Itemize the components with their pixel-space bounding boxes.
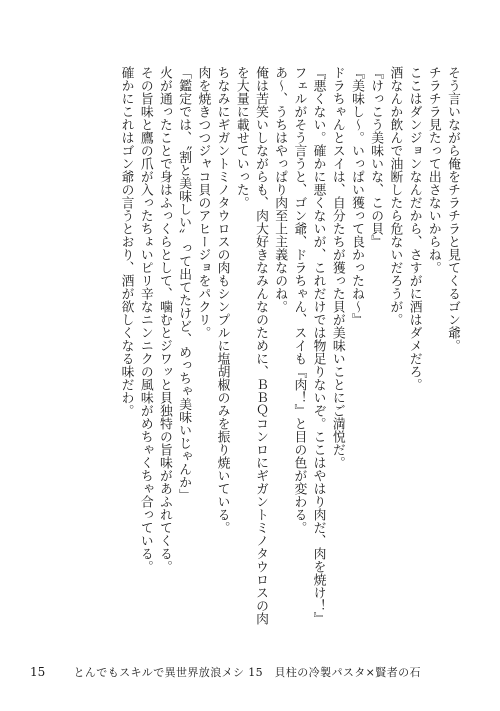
text-line: チラチラ見たって出さないからね。 xyxy=(425,66,441,274)
text-line: ちなみにギガントミノタウロスの肉もシンプルに塩胡椒のみを振り焼いている。 xyxy=(214,66,230,534)
running-title: とんでもスキルで異世界放浪メシ 15 貝柱の冷製パスタ×賢者の石 xyxy=(73,666,421,679)
body-text xyxy=(116,66,462,626)
text-line: ここはダンジョンなんだから、さすがに酒はダメだろ。 xyxy=(406,66,422,391)
text-line: を大量に載せていった。 xyxy=(233,66,249,209)
text-line: ドラちゃんとスイは、自分たちが獲った貝が美味いことにご満悦だ。 xyxy=(329,66,345,469)
text-line: 確かにこれはゴン爺の言うとおり、酒が欲しくなる味だわ。 xyxy=(118,66,134,417)
text-line: 「鑑定では、〝割と美味しい〟って出てたけど、めっちゃ美味いじゃんか」 xyxy=(176,66,192,502)
page-number: 15 xyxy=(30,665,46,679)
text-line: その旨味と鷹の爪が入ったちょいピリ辛なニンニクの風味がめちゃくちゃ合っている。 xyxy=(137,66,153,573)
text-line: 『悪くない。確かに悪くないが、これだけでは物足りないぞ。ここはやはり肉だ、肉を焼け！』 xyxy=(310,66,326,625)
page-footer xyxy=(30,664,421,680)
text-line: 『美味し～。いっぱい獲って良かったね～』 xyxy=(348,66,364,326)
text-line: あ～、うちはやっぱり肉至上主義なのね。 xyxy=(272,66,288,313)
text-line: 『けっこう美味いな、この貝』 xyxy=(368,66,384,248)
text-line: 火が通ったことで身はふっくらとして、噛むとジワッと貝独特の旨味があふれてくる。 xyxy=(156,66,172,573)
text-line: フェルがそう言うと、ゴン爺、ドラちゃん、スイも『肉！』と目の色が変わる。 xyxy=(291,66,307,534)
text-line: そう言いながら俺をチラチラと見てくるゴン爺。 xyxy=(445,66,460,352)
text-line: 酒なんか飲んで油断したら危ないだろうが。 xyxy=(387,66,403,326)
text-line: 俺は苦笑いしながらも、肉大好きなみんなのために、ＢＢＱコンロにギガントミノタウロスの肉 xyxy=(252,66,268,625)
text-line: 肉を焼きつつジャコ貝のアヒージョをパクリ。 xyxy=(195,66,211,339)
